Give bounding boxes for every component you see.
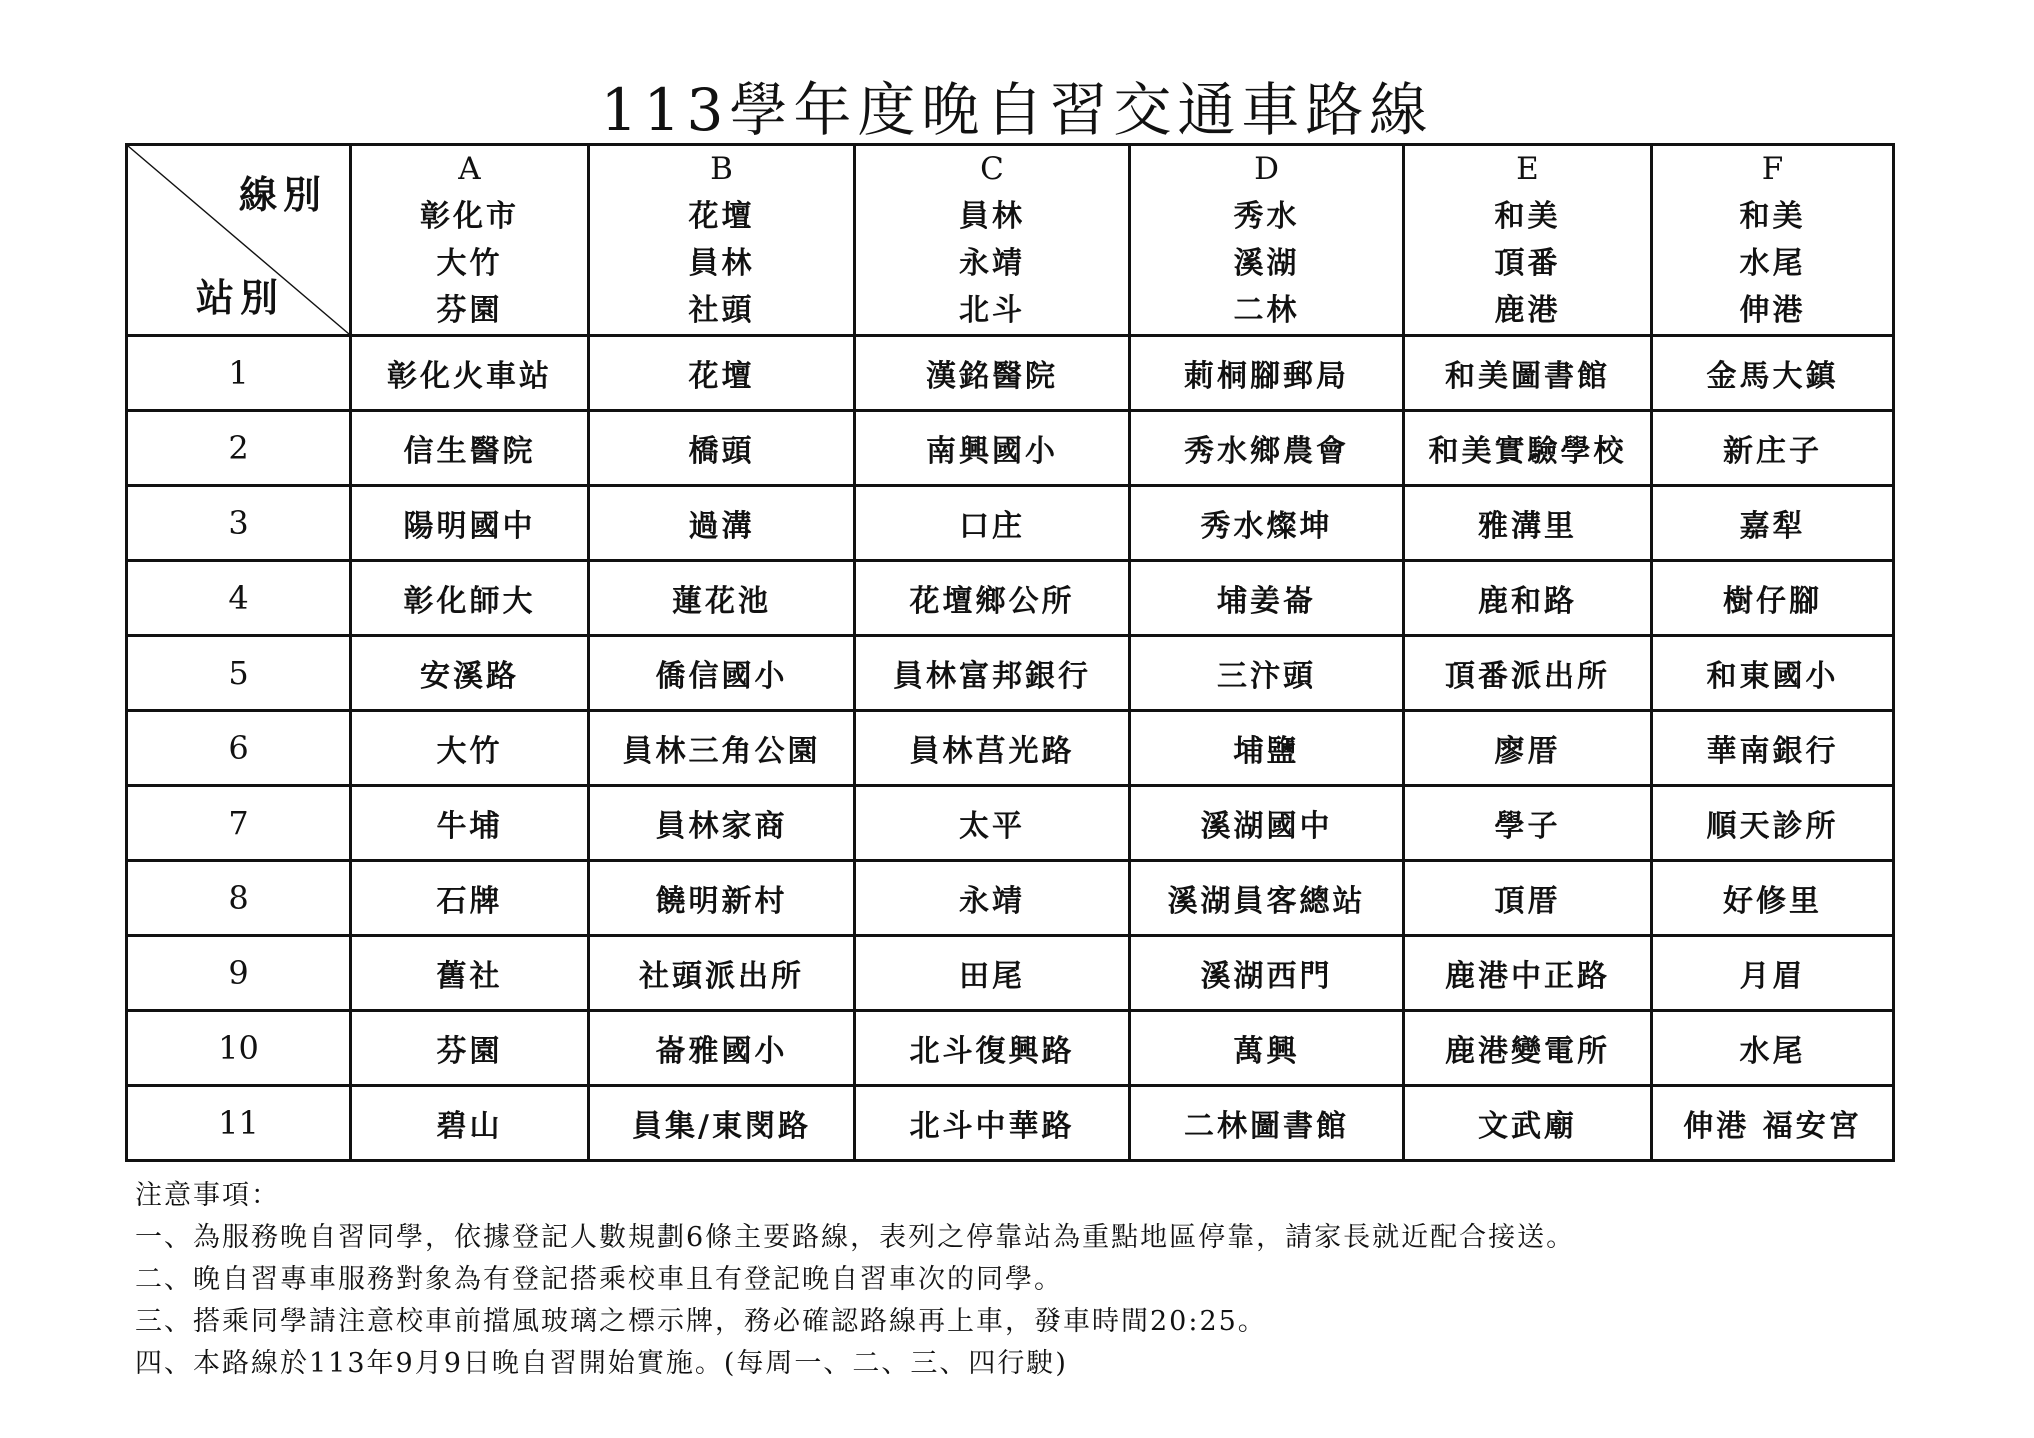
- stop-cell: 芬園: [351, 1011, 589, 1086]
- stop-number-cell: 3: [127, 486, 351, 561]
- stop-cell: 埔鹽: [1130, 711, 1404, 786]
- route-area: 和美: [1739, 199, 1806, 234]
- route-header-b: [589, 145, 855, 336]
- route-area: 員林: [688, 246, 755, 281]
- stop-cell: 鹿港變電所: [1404, 1011, 1652, 1086]
- stop-cell: 田尾: [855, 936, 1130, 1011]
- route-area: 北斗: [959, 293, 1025, 328]
- note-item: 二、晚自習專車服務對象為有登記搭乘校車且有登記晚自習車次的同學。: [135, 1264, 1063, 1295]
- table-row: [127, 861, 1894, 936]
- route-code: E: [1516, 151, 1539, 187]
- stop-cell: 花壇鄉公所: [855, 561, 1130, 636]
- route-header-d: [1130, 145, 1404, 336]
- stop-label: 站別: [196, 275, 285, 320]
- route-code: A: [458, 151, 481, 187]
- stop-cell: 廖厝: [1404, 711, 1652, 786]
- line-label: 線別: [238, 172, 327, 217]
- stop-cell: 和美實驗學校: [1404, 411, 1652, 486]
- route-area: 花壇: [688, 199, 755, 234]
- stop-cell: 永靖: [855, 861, 1130, 936]
- notes-heading: 注意事項：: [135, 1180, 280, 1211]
- stop-cell: 好修里: [1652, 861, 1894, 936]
- stop-rows: [127, 336, 1894, 1161]
- stop-cell: 太平: [855, 786, 1130, 861]
- stop-cell: 北斗中華路: [855, 1086, 1130, 1161]
- route-area: 水尾: [1739, 246, 1806, 281]
- stop-cell: 花壇: [589, 336, 855, 411]
- route-code: D: [1254, 151, 1279, 187]
- route-area: 彰化市: [420, 199, 519, 234]
- table-row: [127, 786, 1894, 861]
- stop-number-cell: 8: [127, 861, 351, 936]
- route-header-f: [1652, 145, 1894, 336]
- stop-cell: 溪湖員客總站: [1130, 861, 1404, 936]
- route-code: F: [1761, 151, 1784, 187]
- table-row: [127, 486, 1894, 561]
- stop-cell: 秀水燦坤: [1130, 486, 1404, 561]
- stop-cell: 月眉: [1652, 936, 1894, 1011]
- stop-cell: 金馬大鎮: [1652, 336, 1894, 411]
- stop-cell: 員林家商: [589, 786, 855, 861]
- stop-cell: 口庄: [855, 486, 1130, 561]
- stop-cell: 三汴頭: [1130, 636, 1404, 711]
- stop-cell: 嘉犁: [1652, 486, 1894, 561]
- stop-number-cell: 1: [127, 336, 351, 411]
- stop-cell: 文武廟: [1404, 1086, 1652, 1161]
- stop-cell: 學子: [1404, 786, 1652, 861]
- stop-cell: 崙雅國小: [589, 1011, 855, 1086]
- stop-cell: 橋頭: [589, 411, 855, 486]
- route-header-e: [1404, 145, 1652, 336]
- stop-cell: 僑信國小: [589, 636, 855, 711]
- stop-cell: 碧山: [351, 1086, 589, 1161]
- stop-number-cell: 2: [127, 411, 351, 486]
- route-area: 頂番: [1494, 246, 1561, 281]
- stop-number-cell: 11: [127, 1086, 351, 1161]
- stop-cell: 牛埔: [351, 786, 589, 861]
- table-row: [127, 336, 1894, 411]
- stop-cell: 南興國小: [855, 411, 1130, 486]
- route-code: B: [710, 151, 733, 187]
- stop-cell: 舊社: [351, 936, 589, 1011]
- route-code: C: [980, 151, 1004, 187]
- route-area: 大竹: [436, 246, 503, 281]
- stop-cell: 員林富邦銀行: [855, 636, 1130, 711]
- route-area: 鹿港: [1494, 293, 1561, 328]
- table-row: [127, 1086, 1894, 1161]
- stop-cell: 員林莒光路: [855, 711, 1130, 786]
- stop-cell: 彰化火車站: [351, 336, 589, 411]
- stop-number-cell: 6: [127, 711, 351, 786]
- stop-cell: 信生醫院: [351, 411, 589, 486]
- route-area: 和美: [1494, 199, 1561, 234]
- note-item: 一、為服務晚自習同學，依據登記人數規劃6條主要路線，表列之停靠站為重點地區停靠，請家長就近配合接送。: [135, 1222, 1576, 1253]
- stop-cell: 莿桐腳郵局: [1130, 336, 1404, 411]
- stop-cell: 秀水鄉農會: [1130, 411, 1404, 486]
- route-area: 芬園: [436, 293, 503, 328]
- stop-number-cell: 5: [127, 636, 351, 711]
- stop-cell: 樹仔腳: [1652, 561, 1894, 636]
- stop-cell: 員林三角公園: [589, 711, 855, 786]
- stop-cell: 伸港 福安宮: [1652, 1086, 1894, 1161]
- table-row: [127, 711, 1894, 786]
- route-table: [125, 143, 1895, 1162]
- route-area: 秀水: [1233, 199, 1300, 234]
- stop-cell: 彰化師大: [351, 561, 589, 636]
- stop-cell: 埔姜崙: [1130, 561, 1404, 636]
- table-row: [127, 936, 1894, 1011]
- stop-cell: 饒明新村: [589, 861, 855, 936]
- table-row: [127, 636, 1894, 711]
- route-area: 社頭: [688, 293, 755, 328]
- header-row: [127, 145, 1894, 336]
- stop-cell: 二林圖書館: [1130, 1086, 1404, 1161]
- note-item: 四、本路線於113年9月9日晚自習開始實施。(每周一、二、三、四行駛): [135, 1348, 1068, 1379]
- stop-cell: 華南銀行: [1652, 711, 1894, 786]
- stop-cell: 頂厝: [1404, 861, 1652, 936]
- route-area: 二林: [1233, 293, 1300, 328]
- note-item: 三、搭乘同學請注意校車前擋風玻璃之標示牌，務必確認路線再上車，發車時間20:25。: [135, 1306, 1267, 1337]
- stop-cell: 和美圖書館: [1404, 336, 1652, 411]
- table-row: [127, 561, 1894, 636]
- route-area: 員林: [959, 199, 1025, 234]
- stop-cell: 溪湖國中: [1130, 786, 1404, 861]
- corner-header-cell: [127, 145, 351, 336]
- table-row: [127, 1011, 1894, 1086]
- route-area: 伸港: [1739, 293, 1806, 328]
- route-header-a: [351, 145, 589, 336]
- stop-cell: 頂番派出所: [1404, 636, 1652, 711]
- stop-cell: 北斗復興路: [855, 1011, 1130, 1086]
- stop-cell: 雅溝里: [1404, 486, 1652, 561]
- route-area: 永靖: [959, 246, 1025, 281]
- stop-cell: 順天診所: [1652, 786, 1894, 861]
- stop-cell: 和東國小: [1652, 636, 1894, 711]
- stop-cell: 大竹: [351, 711, 589, 786]
- stop-number-cell: 10: [127, 1011, 351, 1086]
- stop-cell: 鹿和路: [1404, 561, 1652, 636]
- table-row: [127, 411, 1894, 486]
- stop-cell: 水尾: [1652, 1011, 1894, 1086]
- stop-cell: 漢銘醫院: [855, 336, 1130, 411]
- stop-cell: 蓮花池: [589, 561, 855, 636]
- stop-cell: 萬興: [1130, 1011, 1404, 1086]
- stop-number-cell: 4: [127, 561, 351, 636]
- notes-section: [135, 1175, 1895, 1385]
- stop-cell: 員集/東閔路: [589, 1086, 855, 1161]
- page-title: 113學年度晚自習交通車路線: [600, 76, 1434, 144]
- stop-cell: 社頭派出所: [589, 936, 855, 1011]
- stop-number-cell: 7: [127, 786, 351, 861]
- stop-cell: 過溝: [589, 486, 855, 561]
- stop-cell: 溪湖西門: [1130, 936, 1404, 1011]
- stop-cell: 石牌: [351, 861, 589, 936]
- stop-cell: 鹿港中正路: [1404, 936, 1652, 1011]
- stop-cell: 新庄子: [1652, 411, 1894, 486]
- stop-cell: 陽明國中: [351, 486, 589, 561]
- route-header-c: [855, 145, 1130, 336]
- stop-cell: 安溪路: [351, 636, 589, 711]
- route-area: 溪湖: [1233, 246, 1300, 281]
- stop-number-cell: 9: [127, 936, 351, 1011]
